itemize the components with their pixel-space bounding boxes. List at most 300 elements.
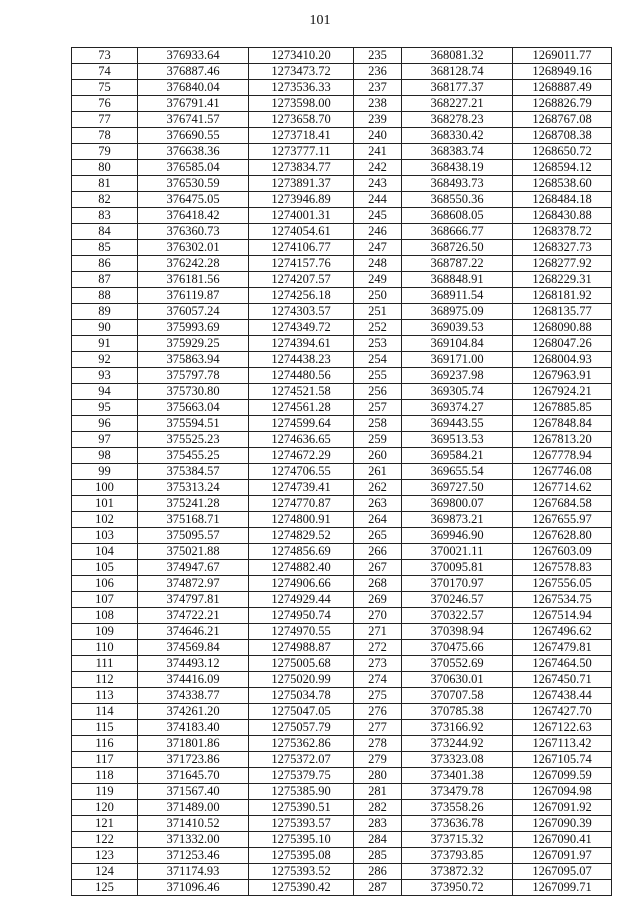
x-coordinate-left: 375993.69 xyxy=(138,320,249,336)
x-coordinate-left: 371801.86 xyxy=(138,736,249,752)
table-row xyxy=(72,256,612,272)
table-row xyxy=(72,352,612,368)
table-row xyxy=(72,48,612,64)
point-number-left: 117 xyxy=(72,752,138,768)
x-coordinate-right: 368081.32 xyxy=(402,48,513,64)
point-number-right: 262 xyxy=(354,480,402,496)
x-coordinate-right: 368911.54 xyxy=(402,288,513,304)
x-coordinate-right: 370021.11 xyxy=(402,544,513,560)
page-number: 101 xyxy=(309,13,331,28)
table-row xyxy=(72,688,612,704)
y-coordinate-left: 1274672.29 xyxy=(249,448,354,464)
point-number-left: 108 xyxy=(72,608,138,624)
table-row xyxy=(72,416,612,432)
x-coordinate-right: 373715.32 xyxy=(402,832,513,848)
x-coordinate-left: 376887.46 xyxy=(138,64,249,80)
y-coordinate-right: 1267848.84 xyxy=(513,416,612,432)
y-coordinate-left: 1274001.31 xyxy=(249,208,354,224)
y-coordinate-right: 1268887.49 xyxy=(513,80,612,96)
x-coordinate-left: 375525.23 xyxy=(138,432,249,448)
x-coordinate-right: 369305.74 xyxy=(402,384,513,400)
point-number-left: 97 xyxy=(72,432,138,448)
x-coordinate-right: 373479.78 xyxy=(402,784,513,800)
point-number-right: 275 xyxy=(354,688,402,704)
y-coordinate-left: 1275372.07 xyxy=(249,752,354,768)
table-row xyxy=(72,560,612,576)
y-coordinate-left: 1275379.75 xyxy=(249,768,354,784)
y-coordinate-right: 1268430.88 xyxy=(513,208,612,224)
point-number-right: 272 xyxy=(354,640,402,656)
point-number-right: 276 xyxy=(354,704,402,720)
point-number-left: 114 xyxy=(72,704,138,720)
y-coordinate-right: 1267556.05 xyxy=(513,576,612,592)
y-coordinate-right: 1268538.60 xyxy=(513,176,612,192)
point-number-right: 270 xyxy=(354,608,402,624)
point-number-left: 90 xyxy=(72,320,138,336)
point-number-left: 105 xyxy=(72,560,138,576)
y-coordinate-left: 1274207.57 xyxy=(249,272,354,288)
point-number-left: 112 xyxy=(72,672,138,688)
y-coordinate-right: 1268327.73 xyxy=(513,240,612,256)
point-number-left: 120 xyxy=(72,800,138,816)
x-coordinate-left: 374261.20 xyxy=(138,704,249,720)
point-number-right: 264 xyxy=(354,512,402,528)
x-coordinate-left: 376690.55 xyxy=(138,128,249,144)
table-row xyxy=(72,656,612,672)
point-number-right: 245 xyxy=(354,208,402,224)
y-coordinate-right: 1267438.44 xyxy=(513,688,612,704)
y-coordinate-right: 1268594.12 xyxy=(513,160,612,176)
table-row xyxy=(72,592,612,608)
point-number-left: 80 xyxy=(72,160,138,176)
point-number-left: 101 xyxy=(72,496,138,512)
x-coordinate-right: 369171.00 xyxy=(402,352,513,368)
point-number-left: 115 xyxy=(72,720,138,736)
y-coordinate-left: 1273946.89 xyxy=(249,192,354,208)
x-coordinate-right: 369727.50 xyxy=(402,480,513,496)
point-number-right: 238 xyxy=(354,96,402,112)
y-coordinate-right: 1268708.38 xyxy=(513,128,612,144)
x-coordinate-left: 374183.40 xyxy=(138,720,249,736)
y-coordinate-right: 1267684.58 xyxy=(513,496,612,512)
y-coordinate-left: 1273473.72 xyxy=(249,64,354,80)
point-number-right: 255 xyxy=(354,368,402,384)
point-number-left: 116 xyxy=(72,736,138,752)
y-coordinate-left: 1275395.08 xyxy=(249,848,354,864)
y-coordinate-right: 1267094.98 xyxy=(513,784,612,800)
x-coordinate-right: 370246.57 xyxy=(402,592,513,608)
y-coordinate-right: 1267885.85 xyxy=(513,400,612,416)
x-coordinate-left: 375168.71 xyxy=(138,512,249,528)
table-row xyxy=(72,320,612,336)
x-coordinate-left: 376791.41 xyxy=(138,96,249,112)
x-coordinate-left: 371723.86 xyxy=(138,752,249,768)
y-coordinate-right: 1267113.42 xyxy=(513,736,612,752)
x-coordinate-left: 376242.28 xyxy=(138,256,249,272)
x-coordinate-left: 376360.73 xyxy=(138,224,249,240)
y-coordinate-left: 1275005.68 xyxy=(249,656,354,672)
y-coordinate-right: 1267427.70 xyxy=(513,704,612,720)
x-coordinate-left: 375455.25 xyxy=(138,448,249,464)
y-coordinate-right: 1268047.26 xyxy=(513,336,612,352)
y-coordinate-right: 1267464.50 xyxy=(513,656,612,672)
point-number-right: 235 xyxy=(354,48,402,64)
y-coordinate-right: 1267099.71 xyxy=(513,880,612,896)
table-row xyxy=(72,384,612,400)
table-row xyxy=(72,832,612,848)
table-row xyxy=(72,128,612,144)
point-number-left: 111 xyxy=(72,656,138,672)
point-number-right: 265 xyxy=(354,528,402,544)
point-number-left: 85 xyxy=(72,240,138,256)
x-coordinate-left: 376741.57 xyxy=(138,112,249,128)
point-number-left: 83 xyxy=(72,208,138,224)
x-coordinate-left: 371174.93 xyxy=(138,864,249,880)
table-row xyxy=(72,800,612,816)
x-coordinate-right: 373793.85 xyxy=(402,848,513,864)
x-coordinate-right: 368177.37 xyxy=(402,80,513,96)
y-coordinate-left: 1274394.61 xyxy=(249,336,354,352)
point-number-left: 88 xyxy=(72,288,138,304)
y-coordinate-right: 1268378.72 xyxy=(513,224,612,240)
table-row xyxy=(72,864,612,880)
y-coordinate-right: 1268135.77 xyxy=(513,304,612,320)
y-coordinate-right: 1267514.94 xyxy=(513,608,612,624)
x-coordinate-left: 375594.51 xyxy=(138,416,249,432)
y-coordinate-right: 1267714.62 xyxy=(513,480,612,496)
table-row xyxy=(72,528,612,544)
point-number-left: 79 xyxy=(72,144,138,160)
x-coordinate-left: 376181.56 xyxy=(138,272,249,288)
coordinates-table-body xyxy=(72,48,612,896)
x-coordinate-right: 369513.53 xyxy=(402,432,513,448)
x-coordinate-right: 368438.19 xyxy=(402,160,513,176)
point-number-right: 281 xyxy=(354,784,402,800)
table-row xyxy=(72,496,612,512)
point-number-right: 251 xyxy=(354,304,402,320)
table-row xyxy=(72,480,612,496)
x-coordinate-left: 374722.21 xyxy=(138,608,249,624)
y-coordinate-left: 1274480.56 xyxy=(249,368,354,384)
point-number-left: 124 xyxy=(72,864,138,880)
x-coordinate-left: 376585.04 xyxy=(138,160,249,176)
x-coordinate-left: 376119.87 xyxy=(138,288,249,304)
table-row xyxy=(72,112,612,128)
point-number-right: 241 xyxy=(354,144,402,160)
x-coordinate-right: 369374.27 xyxy=(402,400,513,416)
x-coordinate-right: 369584.21 xyxy=(402,448,513,464)
point-number-left: 92 xyxy=(72,352,138,368)
point-number-left: 110 xyxy=(72,640,138,656)
x-coordinate-left: 374338.77 xyxy=(138,688,249,704)
point-number-right: 259 xyxy=(354,432,402,448)
point-number-left: 87 xyxy=(72,272,138,288)
table-row xyxy=(72,736,612,752)
y-coordinate-left: 1274770.87 xyxy=(249,496,354,512)
point-number-left: 109 xyxy=(72,624,138,640)
y-coordinate-right: 1268090.88 xyxy=(513,320,612,336)
table-row xyxy=(72,768,612,784)
x-coordinate-left: 375663.04 xyxy=(138,400,249,416)
x-coordinate-left: 375241.28 xyxy=(138,496,249,512)
point-number-left: 74 xyxy=(72,64,138,80)
point-number-left: 118 xyxy=(72,768,138,784)
y-coordinate-left: 1274988.87 xyxy=(249,640,354,656)
x-coordinate-left: 376530.59 xyxy=(138,176,249,192)
y-coordinate-right: 1267105.74 xyxy=(513,752,612,768)
x-coordinate-right: 368975.09 xyxy=(402,304,513,320)
y-coordinate-left: 1274106.77 xyxy=(249,240,354,256)
x-coordinate-left: 371332.00 xyxy=(138,832,249,848)
point-number-right: 237 xyxy=(354,80,402,96)
y-coordinate-right: 1267813.20 xyxy=(513,432,612,448)
x-coordinate-left: 375863.94 xyxy=(138,352,249,368)
point-number-right: 242 xyxy=(354,160,402,176)
x-coordinate-left: 376057.24 xyxy=(138,304,249,320)
table-row xyxy=(72,272,612,288)
y-coordinate-left: 1274054.61 xyxy=(249,224,354,240)
x-coordinate-right: 368493.73 xyxy=(402,176,513,192)
y-coordinate-right: 1267095.07 xyxy=(513,864,612,880)
point-number-left: 125 xyxy=(72,880,138,896)
point-number-right: 246 xyxy=(354,224,402,240)
x-coordinate-left: 375797.78 xyxy=(138,368,249,384)
point-number-left: 82 xyxy=(72,192,138,208)
table-row xyxy=(72,752,612,768)
x-coordinate-right: 368227.21 xyxy=(402,96,513,112)
x-coordinate-right: 368128.74 xyxy=(402,64,513,80)
y-coordinate-left: 1274929.44 xyxy=(249,592,354,608)
point-number-left: 77 xyxy=(72,112,138,128)
point-number-right: 254 xyxy=(354,352,402,368)
point-number-left: 95 xyxy=(72,400,138,416)
point-number-right: 282 xyxy=(354,800,402,816)
x-coordinate-right: 373950.72 xyxy=(402,880,513,896)
y-coordinate-left: 1275393.52 xyxy=(249,864,354,880)
point-number-right: 287 xyxy=(354,880,402,896)
point-number-right: 260 xyxy=(354,448,402,464)
y-coordinate-left: 1273658.70 xyxy=(249,112,354,128)
y-coordinate-left: 1274906.66 xyxy=(249,576,354,592)
x-coordinate-left: 371253.46 xyxy=(138,848,249,864)
y-coordinate-right: 1268004.93 xyxy=(513,352,612,368)
point-number-right: 273 xyxy=(354,656,402,672)
y-coordinate-right: 1268767.08 xyxy=(513,112,612,128)
y-coordinate-left: 1274256.18 xyxy=(249,288,354,304)
x-coordinate-left: 374569.84 xyxy=(138,640,249,656)
point-number-left: 123 xyxy=(72,848,138,864)
table-row xyxy=(72,512,612,528)
x-coordinate-right: 370552.69 xyxy=(402,656,513,672)
table-row xyxy=(72,336,612,352)
x-coordinate-right: 368726.50 xyxy=(402,240,513,256)
table-row xyxy=(72,432,612,448)
point-number-right: 283 xyxy=(354,816,402,832)
x-coordinate-left: 376475.05 xyxy=(138,192,249,208)
point-number-right: 271 xyxy=(354,624,402,640)
y-coordinate-left: 1274561.28 xyxy=(249,400,354,416)
table-row xyxy=(72,288,612,304)
x-coordinate-right: 373401.38 xyxy=(402,768,513,784)
table-row xyxy=(72,400,612,416)
table-row xyxy=(72,368,612,384)
x-coordinate-right: 373636.78 xyxy=(402,816,513,832)
y-coordinate-left: 1274706.55 xyxy=(249,464,354,480)
point-number-right: 280 xyxy=(354,768,402,784)
y-coordinate-right: 1267655.97 xyxy=(513,512,612,528)
point-number-right: 252 xyxy=(354,320,402,336)
point-number-right: 278 xyxy=(354,736,402,752)
y-coordinate-right: 1267090.39 xyxy=(513,816,612,832)
y-coordinate-left: 1275020.99 xyxy=(249,672,354,688)
point-number-left: 81 xyxy=(72,176,138,192)
point-number-left: 84 xyxy=(72,224,138,240)
x-coordinate-right: 370170.97 xyxy=(402,576,513,592)
x-coordinate-left: 375021.88 xyxy=(138,544,249,560)
table-row xyxy=(72,64,612,80)
x-coordinate-left: 371096.46 xyxy=(138,880,249,896)
x-coordinate-left: 376638.36 xyxy=(138,144,249,160)
x-coordinate-right: 369443.55 xyxy=(402,416,513,432)
table-row xyxy=(72,544,612,560)
x-coordinate-left: 371645.70 xyxy=(138,768,249,784)
point-number-right: 279 xyxy=(354,752,402,768)
x-coordinate-left: 376840.04 xyxy=(138,80,249,96)
x-coordinate-left: 371489.00 xyxy=(138,800,249,816)
y-coordinate-left: 1274856.69 xyxy=(249,544,354,560)
x-coordinate-right: 370707.58 xyxy=(402,688,513,704)
x-coordinate-right: 370630.01 xyxy=(402,672,513,688)
point-number-left: 121 xyxy=(72,816,138,832)
x-coordinate-left: 374646.21 xyxy=(138,624,249,640)
y-coordinate-right: 1268181.92 xyxy=(513,288,612,304)
y-coordinate-right: 1267450.71 xyxy=(513,672,612,688)
y-coordinate-left: 1275057.79 xyxy=(249,720,354,736)
x-coordinate-left: 371410.52 xyxy=(138,816,249,832)
table-row xyxy=(72,672,612,688)
point-number-left: 78 xyxy=(72,128,138,144)
y-coordinate-left: 1275047.05 xyxy=(249,704,354,720)
x-coordinate-right: 369039.53 xyxy=(402,320,513,336)
point-number-right: 248 xyxy=(354,256,402,272)
y-coordinate-right: 1268949.16 xyxy=(513,64,612,80)
table-row xyxy=(72,704,612,720)
x-coordinate-left: 376302.01 xyxy=(138,240,249,256)
point-number-left: 113 xyxy=(72,688,138,704)
y-coordinate-right: 1267578.83 xyxy=(513,560,612,576)
point-number-left: 103 xyxy=(72,528,138,544)
y-coordinate-left: 1274521.58 xyxy=(249,384,354,400)
point-number-right: 256 xyxy=(354,384,402,400)
x-coordinate-right: 368550.36 xyxy=(402,192,513,208)
point-number-right: 263 xyxy=(354,496,402,512)
point-number-left: 99 xyxy=(72,464,138,480)
x-coordinate-left: 375313.24 xyxy=(138,480,249,496)
point-number-right: 236 xyxy=(354,64,402,80)
point-number-right: 269 xyxy=(354,592,402,608)
table-row xyxy=(72,160,612,176)
point-number-left: 119 xyxy=(72,784,138,800)
x-coordinate-right: 368787.22 xyxy=(402,256,513,272)
point-number-left: 104 xyxy=(72,544,138,560)
table-row xyxy=(72,80,612,96)
x-coordinate-right: 373166.92 xyxy=(402,720,513,736)
y-coordinate-right: 1268277.92 xyxy=(513,256,612,272)
point-number-right: 250 xyxy=(354,288,402,304)
x-coordinate-right: 370785.38 xyxy=(402,704,513,720)
y-coordinate-right: 1267924.21 xyxy=(513,384,612,400)
y-coordinate-right: 1267963.91 xyxy=(513,368,612,384)
y-coordinate-left: 1273718.41 xyxy=(249,128,354,144)
y-coordinate-left: 1274157.76 xyxy=(249,256,354,272)
y-coordinate-right: 1268484.18 xyxy=(513,192,612,208)
x-coordinate-right: 373872.32 xyxy=(402,864,513,880)
point-number-left: 98 xyxy=(72,448,138,464)
table-row xyxy=(72,624,612,640)
point-number-right: 258 xyxy=(354,416,402,432)
point-number-left: 89 xyxy=(72,304,138,320)
x-coordinate-right: 368608.05 xyxy=(402,208,513,224)
x-coordinate-left: 376418.42 xyxy=(138,208,249,224)
y-coordinate-left: 1275034.78 xyxy=(249,688,354,704)
y-coordinate-left: 1274800.91 xyxy=(249,512,354,528)
x-coordinate-right: 373244.92 xyxy=(402,736,513,752)
point-number-right: 253 xyxy=(354,336,402,352)
y-coordinate-left: 1274636.65 xyxy=(249,432,354,448)
x-coordinate-right: 369873.21 xyxy=(402,512,513,528)
point-number-left: 91 xyxy=(72,336,138,352)
y-coordinate-right: 1268229.31 xyxy=(513,272,612,288)
table-row xyxy=(72,224,612,240)
y-coordinate-right: 1267496.62 xyxy=(513,624,612,640)
point-number-right: 239 xyxy=(354,112,402,128)
table-row xyxy=(72,816,612,832)
coordinates-table xyxy=(71,47,612,896)
y-coordinate-left: 1273536.33 xyxy=(249,80,354,96)
point-number-right: 247 xyxy=(354,240,402,256)
y-coordinate-left: 1275390.42 xyxy=(249,880,354,896)
table-row xyxy=(72,208,612,224)
point-number-left: 102 xyxy=(72,512,138,528)
point-number-left: 73 xyxy=(72,48,138,64)
x-coordinate-left: 374416.09 xyxy=(138,672,249,688)
table-row xyxy=(72,640,612,656)
x-coordinate-left: 375095.57 xyxy=(138,528,249,544)
y-coordinate-right: 1267090.41 xyxy=(513,832,612,848)
x-coordinate-right: 369104.84 xyxy=(402,336,513,352)
table-row xyxy=(72,176,612,192)
y-coordinate-left: 1275362.86 xyxy=(249,736,354,752)
x-coordinate-right: 370095.81 xyxy=(402,560,513,576)
point-number-right: 285 xyxy=(354,848,402,864)
table-row xyxy=(72,720,612,736)
point-number-right: 243 xyxy=(354,176,402,192)
point-number-left: 93 xyxy=(72,368,138,384)
point-number-right: 261 xyxy=(354,464,402,480)
y-coordinate-right: 1267479.81 xyxy=(513,640,612,656)
x-coordinate-right: 369946.90 xyxy=(402,528,513,544)
point-number-left: 75 xyxy=(72,80,138,96)
point-number-right: 267 xyxy=(354,560,402,576)
table-row xyxy=(72,96,612,112)
y-coordinate-right: 1268650.72 xyxy=(513,144,612,160)
x-coordinate-left: 375730.80 xyxy=(138,384,249,400)
x-coordinate-right: 368383.74 xyxy=(402,144,513,160)
y-coordinate-left: 1274438.23 xyxy=(249,352,354,368)
y-coordinate-right: 1267746.08 xyxy=(513,464,612,480)
point-number-left: 106 xyxy=(72,576,138,592)
point-number-left: 94 xyxy=(72,384,138,400)
